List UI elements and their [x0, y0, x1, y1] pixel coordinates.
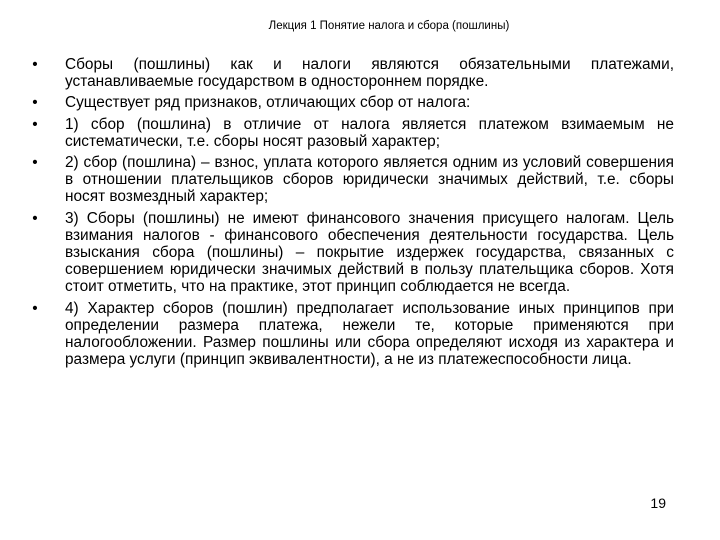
bullet-marker: • [32, 299, 38, 317]
bullet-item-3 [28, 116, 674, 150]
bullet-marker: • [32, 115, 38, 133]
lecture-title: Лекция 1 Понятие налога и сбора (пошлины) [268, 20, 510, 32]
page-number: 19 [650, 495, 666, 511]
slide-header [0, 19, 720, 33]
bullet-item-5 [28, 210, 674, 296]
bullet-marker: • [32, 94, 38, 112]
bullet-marker: • [32, 56, 38, 73]
bullet-marker: • [32, 154, 38, 172]
bullet-text: Сборы (пошлины) как и налоги являются обязательными платежами, устанавливаемые государством в одностороннем порядке. [65, 56, 674, 91]
bullet-item-6 [28, 300, 674, 369]
bullet-list [28, 56, 674, 372]
bullet-item-2 [28, 94, 674, 111]
bullet-item-4 [28, 154, 674, 206]
bullet-item-1 [28, 56, 674, 90]
bullet-text: 1) сбор (пошлина) в отличие от налога является платежом взимаемым не систематически, т.е. сборы носят разовый характер; [65, 115, 674, 150]
bullet-text: Существует ряд признаков, отличающих сбор от налога: [65, 94, 471, 112]
bullet-marker: • [32, 209, 38, 227]
bullet-text: 3) Сборы (пошлины) не имеют финансового значения присущего налогам. Цель взимания налогов - финансового обеспечения деятельности государства. Цель взыскания сбора (пошлины) – покрытие издержек государства, связанных с совершением юридически значимых действий в пользу плательщика сборов. Хотя стоит отметить, что на практике, этот принцип соблюдается не всегда. [65, 209, 674, 296]
bullet-text: 2) сбор (пошлина) – взнос, уплата которого является одним из условий совершения в отношении плательщиков сборов юридически значимых действий, т.е. сборы носят возмездный характер; [65, 154, 674, 206]
bullet-text: 4) Характер сборов (пошлин) предполагает использование иных принципов при определении размера платежа, нежели те, которые применяются при налогообложении. Размер пошлины или сбора определяют исходя из характера и размера услуги (принцип эквивалентности), а не из платежеспособности лица. [65, 299, 674, 369]
